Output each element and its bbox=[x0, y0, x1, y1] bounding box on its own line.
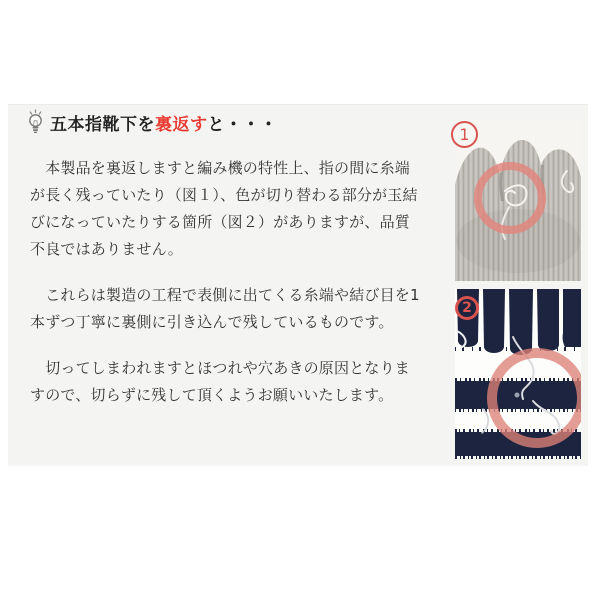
section-heading bbox=[26, 111, 278, 138]
paragraph-warning: 切ってしまわれますとほつれや穴あきの原因となりますので、切らずに残して頂くようお願いいたします。 bbox=[30, 359, 411, 404]
title-highlight: 裏返す bbox=[155, 114, 208, 135]
paragraph-thread-ends: 本製品を裏返しますと編み機の特性上、指の間に糸端が長く残っていたり（図１）、色が切り替わる部分が玉結びになっていたりする箇所（図２）がありますが、品質不良ではありません。 bbox=[30, 159, 418, 258]
paragraph-manufacturing: これらは製造の工程で表側に出てくる糸端や結び目を1本ずつ丁寧に裏側に引き込んで残しているものです。 bbox=[30, 286, 420, 331]
figure-2-navy-sock-photo bbox=[455, 289, 581, 459]
figure-1-gray-sock-photo bbox=[455, 119, 581, 281]
info-panel bbox=[8, 104, 588, 466]
title-suffix: と・・・ bbox=[207, 114, 278, 135]
page-title bbox=[50, 112, 278, 138]
title-prefix: 五本指靴下を bbox=[50, 114, 155, 135]
figure-2-number-badge: 2 bbox=[455, 296, 479, 320]
figure-1-number-badge: 1 bbox=[451, 121, 478, 148]
body-text bbox=[30, 155, 422, 428]
lightbulb-icon bbox=[26, 109, 45, 138]
